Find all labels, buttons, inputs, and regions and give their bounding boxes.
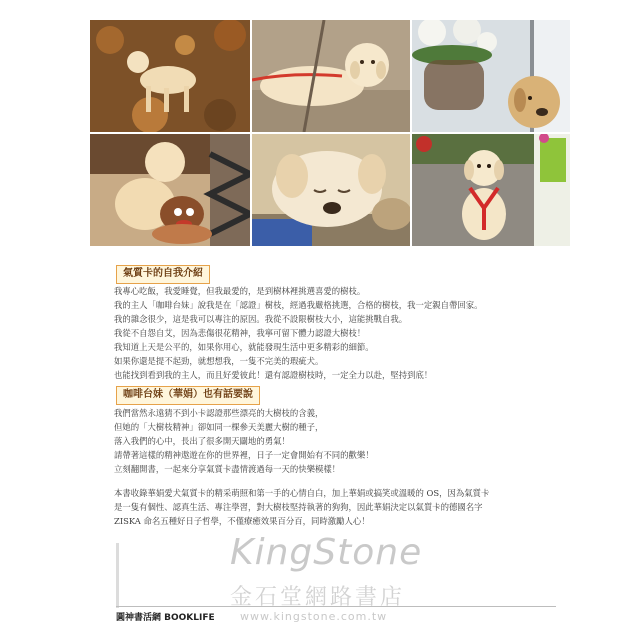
photo-puppy-lying-leash	[252, 20, 410, 132]
text-line: 我的雜念很少，這是我可以專注的原因。我從不設限樹枝大小，這能挑戰自我。	[114, 314, 408, 324]
publisher-logo: 圓神書活網 BOOKLIFE	[116, 613, 215, 623]
paragraph-self-intro	[114, 284, 534, 382]
text-line: 但她的「大樹枝精神」卻如同一棵參天美麗大樹的種子，	[114, 422, 324, 432]
text-line: 我專心吃飯，我愛睡覺，但我最愛的，是到樹林裡挑選喜愛的樹枝。	[114, 286, 366, 296]
photo-puppy-red-harness	[412, 134, 570, 246]
text-line: 如果你還是提不起勁，就想想我，一隻不完美的瑕疵犬。	[114, 356, 324, 366]
text-line: 請帶著這樣的精神遨遊在你的世界裡，日子一定會開始有不同的歡樂！	[114, 450, 374, 460]
section-title-self-intro: 氣質卡的自我介紹	[116, 265, 210, 284]
text-line: 我從不自怨自艾，因為悲傷很花精神，我寧可留下體力認證大樹枝！	[114, 328, 366, 338]
photo-puppy-window-flowers	[412, 20, 570, 132]
text-line: 本書收錄華娟愛犬氣質卡的精采萌照和第一手的心情自白，加上華娟或搞笑或溫暖的 OS，因為氣質卡	[114, 488, 490, 498]
text-line: 我的主人「咖啡台妹」說我是在「認證」樹枝，經過我嚴格挑選，合格的樹枝，我一定親自帶回家。	[114, 300, 483, 310]
photo-puppy-with-toy	[90, 134, 250, 246]
photo-grid	[90, 20, 570, 246]
text-line: 我知道上天是公平的，如果你用心，就能發現生活中更多精彩的細節。	[114, 342, 374, 352]
paragraph-book-summary	[114, 486, 534, 528]
kingstone-watermark-url: www.kingstone.com.tw	[240, 610, 388, 623]
text-line: 我們當然永遠猜不到小卡認證那些漂亮的大樹枝的含義，	[114, 408, 324, 418]
text-line: 也能找到看到我的主人，而且好愛彼此！還有認證樹枝時，一定全力以赴，堅持到底！	[114, 370, 433, 380]
footer-bar	[116, 543, 119, 608]
paragraph-owner-message	[114, 406, 534, 476]
text-line: 是一隻有個性、認真生活、專注學習，對大樹枝堅持執著的狗狗，因此華娟決定以氣質卡的德國名字	[114, 502, 483, 512]
section-title-owner-message: 咖啡台妹（華娟）也有話要說	[116, 386, 260, 405]
kingstone-watermark-name: 金石堂網路書店	[230, 585, 406, 610]
photo-puppy-autumn-leaves	[90, 20, 250, 132]
text-line: 立刻翻開書，一起來分享氣質卡盡情渡過每一天的快樂模樣！	[114, 464, 341, 474]
text-line: 落入我們的心中，長出了很多開天闢地的勇氣！	[114, 436, 290, 446]
photo-puppy-sleeping	[252, 134, 410, 246]
kingstone-watermark-logo: KingStone	[230, 532, 423, 573]
text-line: ZISKA 命名五種好日子哲學，不僅療癒效果百分百，同時激勵人心！	[114, 516, 370, 526]
